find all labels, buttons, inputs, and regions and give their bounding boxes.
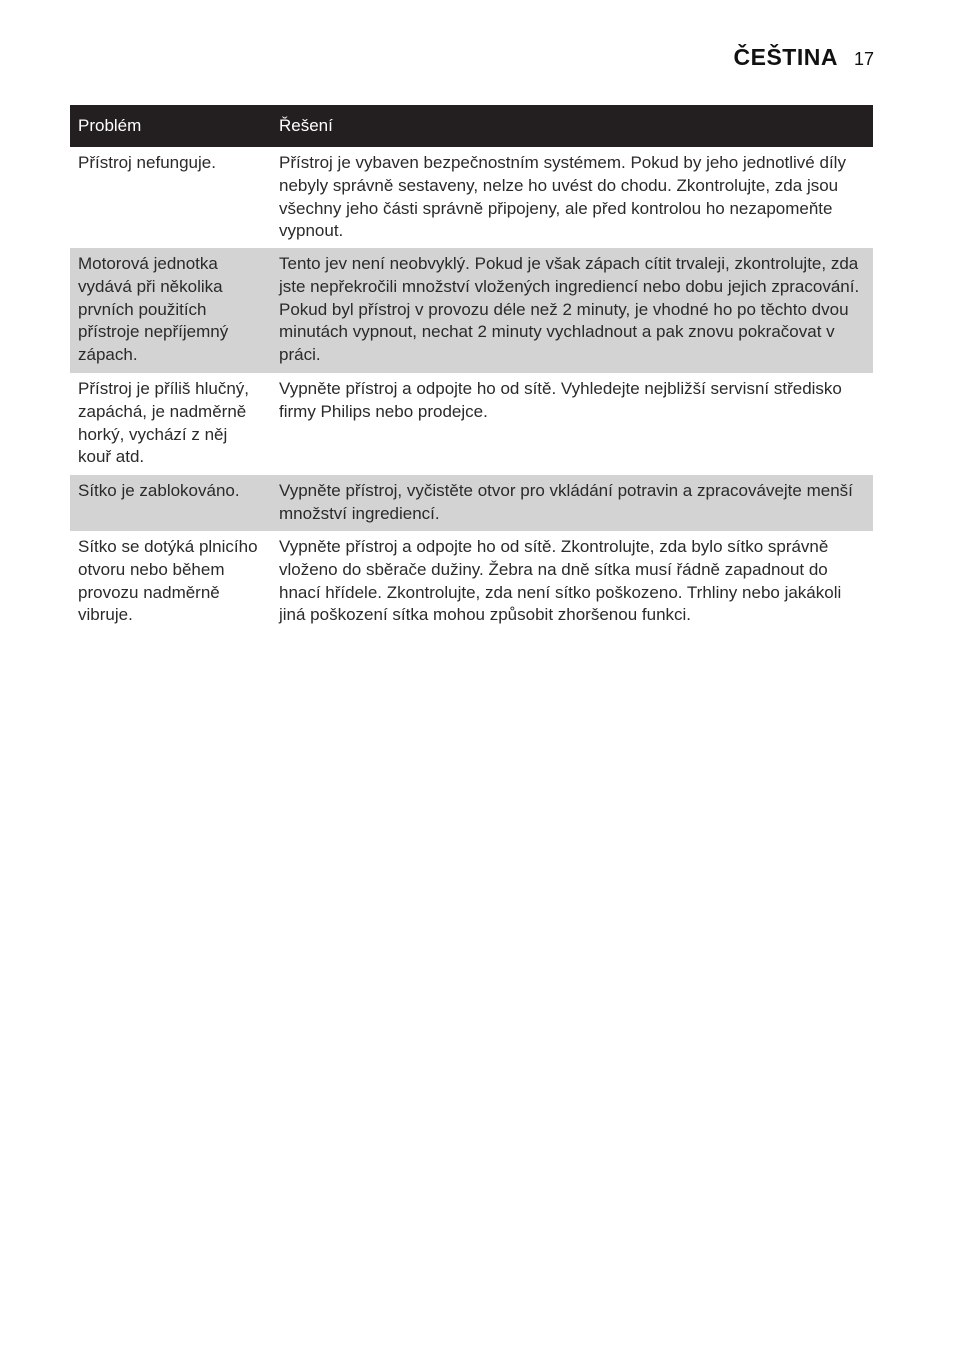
table-row — [70, 531, 873, 657]
page-number: 17 — [853, 49, 874, 69]
section-title: ČEŠTINA — [733, 44, 838, 70]
solution-cell: Vypněte přístroj, vyčistěte otvor pro vkládání potravin a zpracovávejte menší množství ingrediencí. — [279, 481, 853, 523]
table-row — [70, 475, 873, 531]
table-row — [70, 248, 873, 373]
problem-cell: Motorová jednotka vydává při několika prvních použitích přístroje nepříjemný zápach. — [78, 254, 229, 365]
problem-cell: Sítko se dotýká plnicího otvoru nebo během provozu nadměrně vibruje. — [78, 537, 258, 625]
solution-cell: Přístroj je vybaven bezpečnostním systémem. Pokud by jeho jednotlivé díly nebyly správně sestaveny, nelze ho uvést do chodu. Zkontrolujte, zda jsou všechny jeho části správně připojeny, ale před kontrolou ho nezapomeňte vypnout. — [279, 153, 846, 241]
solution-cell: Vypněte přístroj a odpojte ho od sítě. Zkontrolujte, zda bylo sítko správně vloženo do sběrače dužiny. Žebra na dně sítka musí řádně zapadnout do hnací hřídele. Zkontrolujte, zda není sítko poškozeno. Trhliny nebo jakákoli jiná poškození sítka mohou způsobit zhoršenou funkci. — [279, 537, 842, 625]
troubleshooting-table — [70, 105, 873, 657]
problem-cell: Přístroj je příliš hlučný, zapáchá, je nadměrně horký, vychází z něj kouř atd. — [78, 379, 249, 467]
solution-cell: Tento jev není neobvyklý. Pokud je však zápach cítit trvaleji, zkontrolujte, zda jste nepřekročili množství vložených ingrediencí nebo dobu jejich zpracování. Pokud byl přístroj v provozu déle než 2 minuty, je vhodné ho po těchto dvou minutách vypnout, nechat 2 minuty vychladnout a pak znovu pokračovat v práci. — [279, 254, 860, 365]
problem-cell: Sítko je zablokováno. — [78, 481, 240, 500]
table-header-row — [70, 105, 873, 147]
problem-cell: Přístroj nefunguje. — [78, 153, 216, 172]
page-header — [734, 44, 874, 71]
table-row — [70, 147, 873, 248]
column-header-solution: Řešení — [279, 116, 333, 135]
column-header-problem: Problém — [78, 116, 142, 135]
table-row — [70, 373, 873, 475]
solution-cell: Vypněte přístroj a odpojte ho od sítě. Vyhledejte nejbližší servisní středisko firmy Philips nebo prodejce. — [279, 379, 842, 421]
